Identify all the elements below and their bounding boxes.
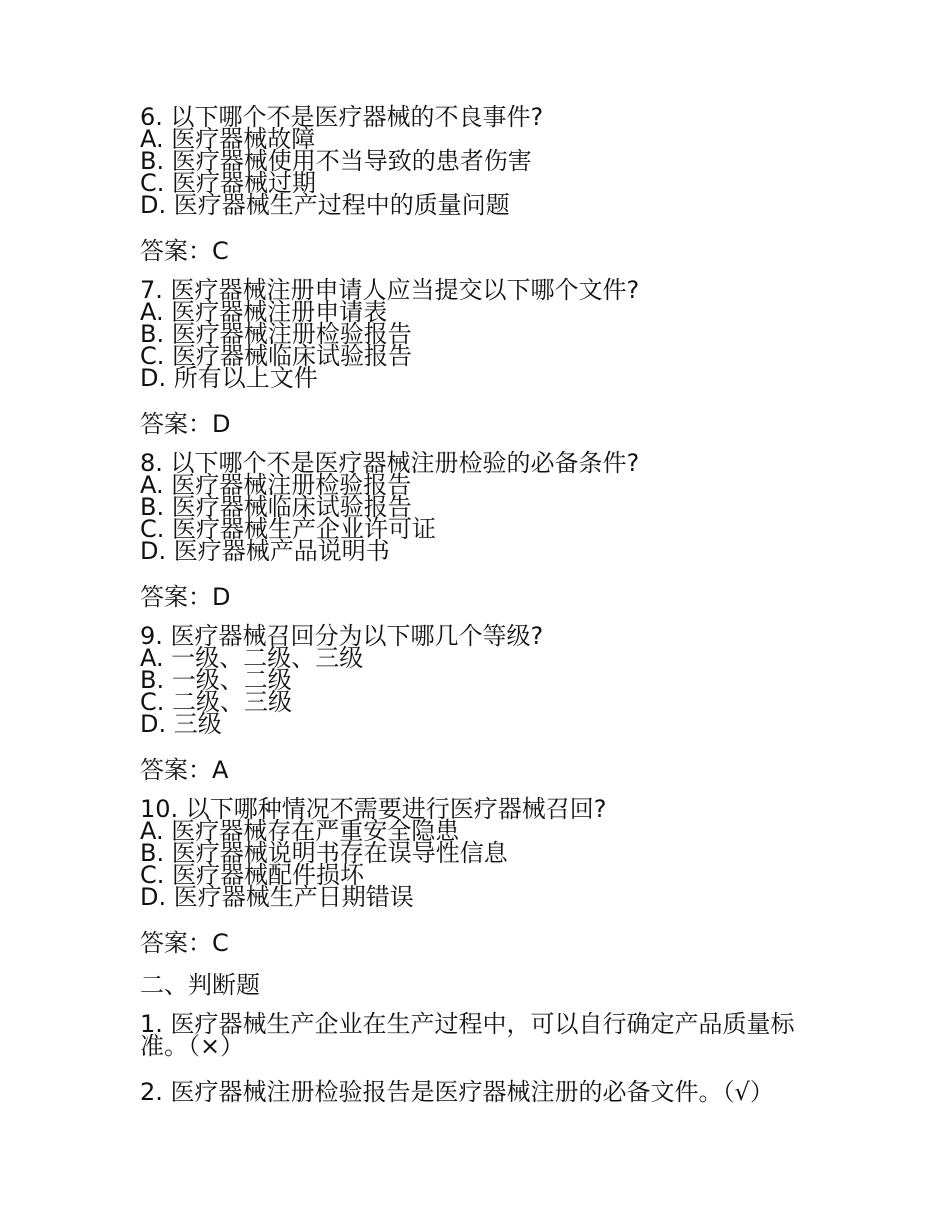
judgment-item: 2. 医疗器械注册检验报告是医疗器械注册的必备文件。（√） bbox=[140, 1078, 774, 1106]
option-a: A. 医疗器械存在严重安全隐患 bbox=[140, 817, 460, 845]
option-a: A. 医疗器械注册检验报告 bbox=[140, 471, 412, 499]
question-stem: 7. 医疗器械注册申请人应当提交以下哪个文件? bbox=[140, 276, 640, 304]
answer: 答案：D bbox=[140, 583, 231, 611]
option-d: D. 所有以上文件 bbox=[140, 364, 318, 392]
option-d: D. 医疗器械生产过程中的质量问题 bbox=[140, 191, 510, 219]
option-a: A. 医疗器械注册申请表 bbox=[140, 298, 388, 326]
option-d: D. 三级 bbox=[140, 710, 222, 738]
answer: 答案：C bbox=[140, 929, 229, 957]
question-9 bbox=[140, 622, 820, 738]
option-b: B. 一级、二级 bbox=[140, 666, 292, 694]
question-10 bbox=[140, 795, 820, 911]
answer: 答案：A bbox=[140, 756, 229, 784]
answer: 答案：C bbox=[140, 237, 229, 265]
question-stem: 8. 以下哪个不是医疗器械注册检验的必备条件? bbox=[140, 449, 640, 477]
question-stem: 6. 以下哪个不是医疗器械的不良事件? bbox=[140, 103, 544, 131]
section-title: 二、判断题 bbox=[140, 971, 260, 999]
option-c: C. 医疗器械过期 bbox=[140, 169, 317, 197]
option-c: C. 医疗器械配件损坏 bbox=[140, 861, 365, 889]
question-stem: 10. 以下哪种情况不需要进行医疗器械召回? bbox=[140, 795, 607, 823]
option-a: A. 医疗器械故障 bbox=[140, 125, 316, 153]
option-b: B. 医疗器械使用不当导致的患者伤害 bbox=[140, 147, 532, 175]
answer: 答案：D bbox=[140, 410, 231, 438]
document-page bbox=[140, 103, 820, 1127]
question-7 bbox=[140, 276, 820, 392]
option-d: D. 医疗器械生产日期错误 bbox=[140, 883, 414, 911]
option-b: B. 医疗器械注册检验报告 bbox=[140, 320, 412, 348]
question-6 bbox=[140, 103, 820, 219]
option-b: B. 医疗器械临床试验报告 bbox=[140, 493, 412, 521]
option-c: C. 二级、三级 bbox=[140, 688, 293, 716]
option-b: B. 医疗器械说明书存在误导性信息 bbox=[140, 839, 508, 867]
judgment-item: 1. 医疗器械生产企业在生产过程中，可以自行确定产品质量标准。（×） bbox=[140, 1010, 795, 1060]
question-stem: 9. 医疗器械召回分为以下哪几个等级? bbox=[140, 622, 544, 650]
option-d: D. 医疗器械产品说明书 bbox=[140, 537, 390, 565]
question-8 bbox=[140, 449, 820, 565]
option-a: A. 一级、二级、三级 bbox=[140, 644, 364, 672]
option-c: C. 医疗器械临床试验报告 bbox=[140, 342, 413, 370]
option-c: C. 医疗器械生产企业许可证 bbox=[140, 515, 437, 543]
